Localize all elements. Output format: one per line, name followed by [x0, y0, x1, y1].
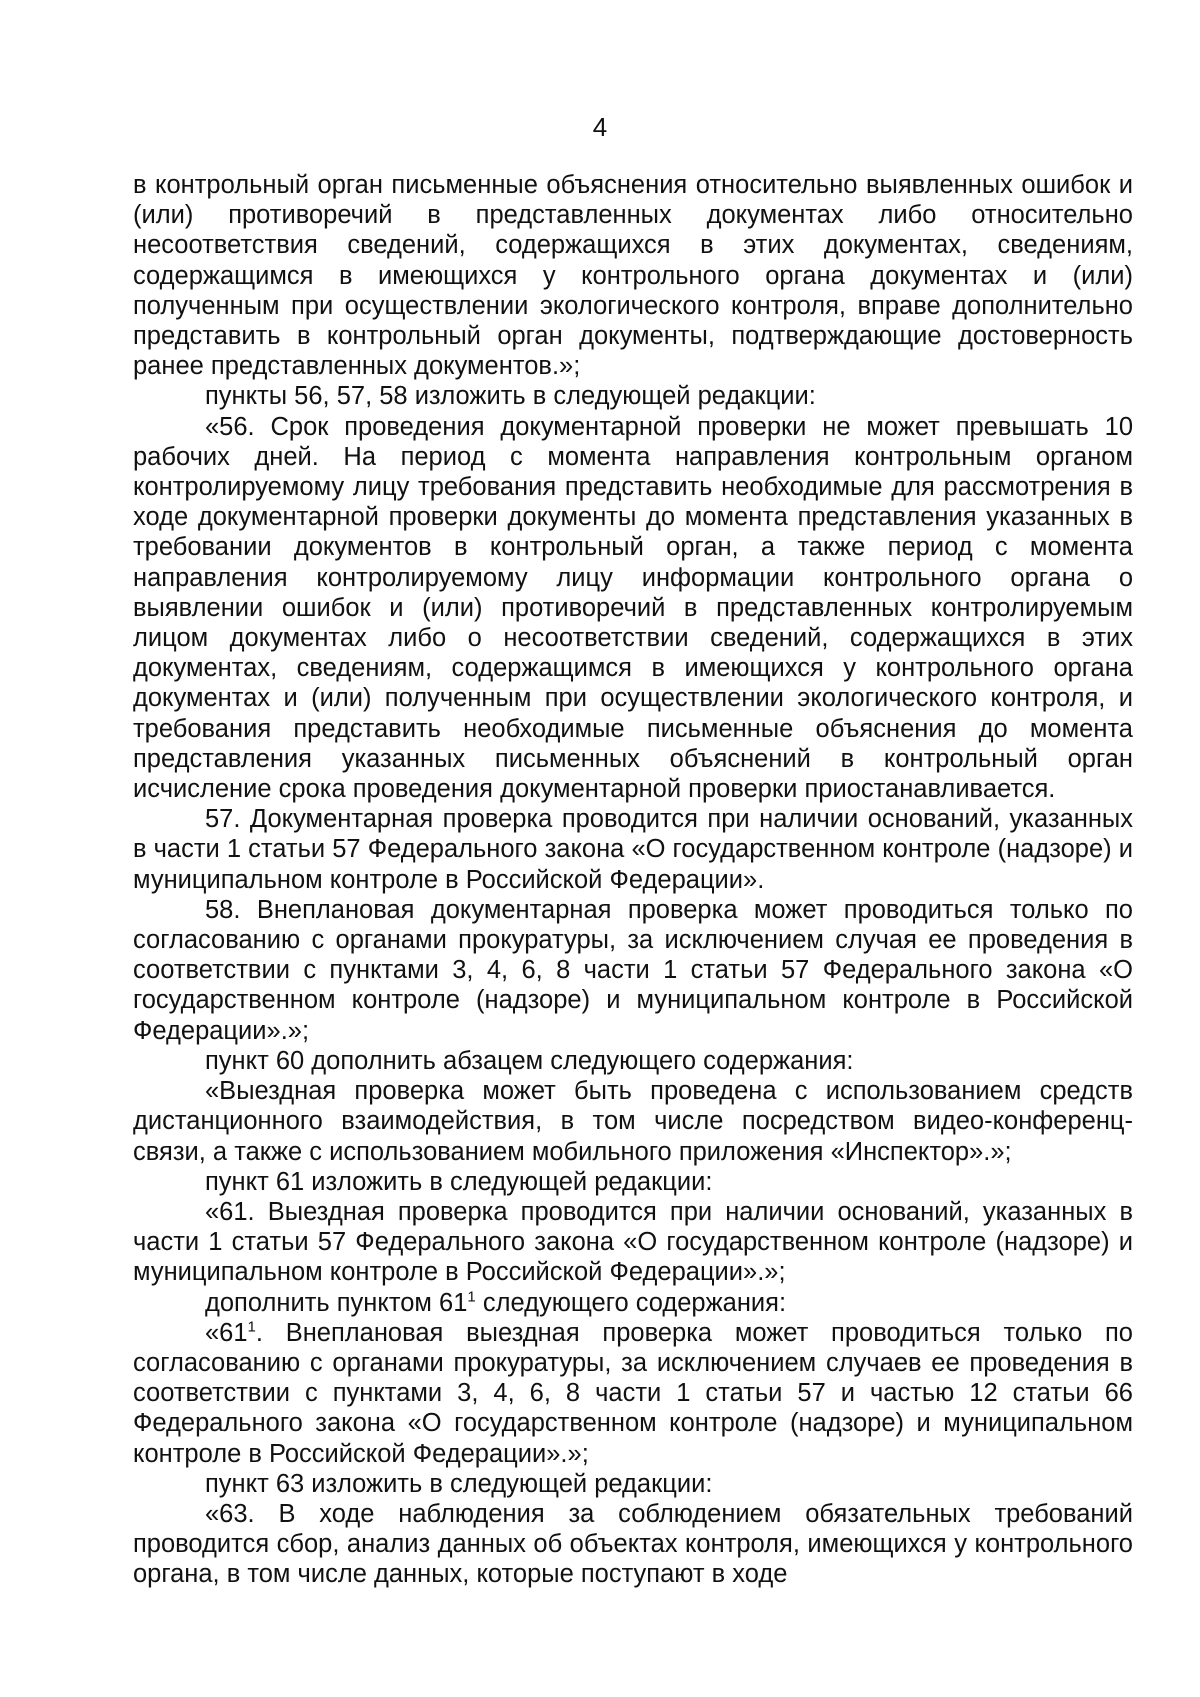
page-number: 4: [592, 112, 608, 142]
paragraph: [133, 1288, 1133, 1318]
paragraph: 57. Документарная проверка проводится при наличии оснований, указанных в части 1 статьи 57 Федерального закона «О государственном контроле (надзоре) и муниципальном контроле в Российской Федерации».: [133, 805, 1133, 894]
paragraph: «56. Срок проведения документарной проверки не может превышать 10 рабочих дней. На период с момента направления контрольным органом контролируемому лицу требования представить необходимые для рассмотрения в ходе документарной проверки документы до момента представления указанных в требовании документов в контрольный орган, а также период с момента направления контролируемому лицу информации контрольного органа о выявлении ошибок и (или) противоречий в представленных контролируемым лицом документах либо о несоответствии сведений, содержащихся в этих документах, сведениям, содержащимся в имеющихся у контрольного органа документах и (или) полученным при осуществлении экологического контроля, и требования представить необходимые письменные объяснения до момента представления указанных письменных объяснений в контрольный орган исчисление срока проведения документарной проверки приостанавливается.: [133, 412, 1133, 804]
paragraph: пункт 61 изложить в следующей редакции:: [205, 1167, 713, 1196]
paragraph: в контрольный орган письменные объяснения относительно выявленных ошибок и (или) противоречий в представленных документах либо относительно несоответствия сведений, содержащихся в этих документах, сведениям, содержащимся в имеющихся у контрольного органа документах и (или) полученным при осуществлении экологического контроля, вправе дополнительно представить в контрольный орган документы, подтверждающие достоверность ранее представленных документов.»;: [133, 171, 1133, 381]
paragraph: «61. Выездная проверка проводится при наличии оснований, указанных в части 1 статьи 57 Федерального закона «О государственном контроле (надзоре) и муниципальном контроле в Российской Федерации».»;: [133, 1197, 1133, 1287]
paragraph: пункт 60 дополнить абзацем следующего содержания:: [205, 1046, 854, 1075]
paragraph: пункты 56, 57, 58 изложить в следующей редакции:: [205, 382, 816, 411]
paragraph-text: «61: [205, 1318, 248, 1347]
paragraph: 58. Внеплановая документарная проверка может проводиться только по согласованию с органами прокуратуры, за исключением случая ее проведения в соответствии с пунктами 3, 4, 6, 8 части 1 статьи 57 Федерального закона «О государственном контроле (надзоре) и муниципальном контроле в Российской Федерации».»;: [133, 895, 1133, 1045]
paragraph: «Выездная проверка может быть проведена с использованием средств дистанционного взаимодействия, в том числе посредством видео-конференц-связи, а также с использованием мобильного приложения «Инспектор».»;: [133, 1077, 1133, 1166]
paragraph-text: . Внеплановая выездная проверка может проводиться только по согласованию с органами прокуратуры, за исключением случаев ее проведения в соответствии с пунктами 3, 4, 6, 8 части 1 статьи 57 и частью 12 статьи 66 Федерального закона «О государственном контроле (надзоре) и муниципальном контроле в Российской Федерации».»;: [133, 1318, 1133, 1468]
paragraph: [133, 1318, 1133, 1469]
document-body: [133, 170, 1133, 1590]
paragraph-text: следующего содержания:: [475, 1288, 787, 1317]
paragraph-text: дополнить пунктом 61: [205, 1288, 468, 1317]
superscript: 1: [467, 1288, 476, 1306]
superscript: 1: [247, 1318, 256, 1336]
paragraph: пункт 63 изложить в следующей редакции:: [205, 1469, 713, 1498]
paragraph: «63. В ходе наблюдения за соблюдением обязательных требований проводится сбор, анализ данных об объектах контроля, имеющихся у контрольного органа, в том числе данных, которые поступают в ходе: [133, 1499, 1133, 1589]
